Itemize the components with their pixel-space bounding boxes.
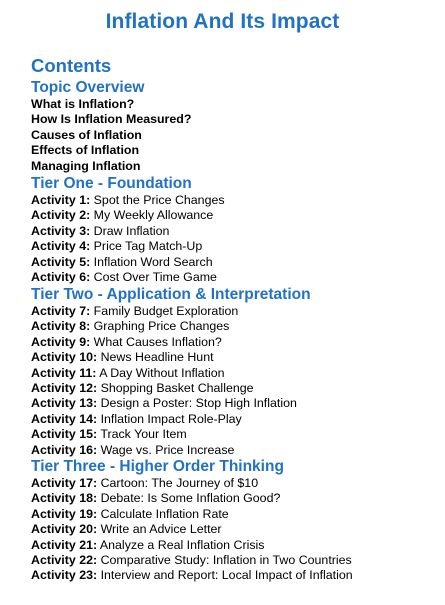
activity-item	[31, 255, 225, 270]
activity-title: Inflation Impact Role-Play	[100, 411, 242, 426]
topic-item: How Is Inflation Measured?	[31, 112, 192, 127]
activity-item	[31, 443, 311, 458]
activity-title: Cartoon: The Journey of $10	[100, 476, 259, 490]
activity-number: Activity 13:	[31, 396, 98, 411]
activity-number: Activity 21:	[31, 537, 98, 552]
activity-item	[31, 476, 353, 491]
activity-number: Activity 9:	[31, 334, 91, 349]
activity-number: Activity 5:	[31, 254, 91, 269]
activity-item	[31, 427, 311, 442]
activity-item	[31, 553, 353, 568]
activity-title: Analyze a Real Inflation Crisis	[99, 537, 265, 552]
activity-item	[31, 208, 225, 223]
activity-number: Activity 1:	[31, 193, 91, 207]
activity-title: Write an Advice Letter	[100, 522, 222, 537]
activity-number: Activity 14:	[31, 411, 98, 426]
tier-three-list	[31, 476, 353, 584]
topic-item: Causes of Inflation	[31, 127, 142, 142]
activity-item	[31, 396, 311, 411]
activity-title: Spot the Price Changes	[93, 193, 225, 207]
tier-three-section	[31, 457, 353, 584]
activity-title: News Headline Hunt	[100, 350, 214, 365]
activity-title: Design a Poster: Stop High Inflation	[100, 396, 297, 411]
activity-number: Activity 20:	[31, 522, 98, 537]
topic-overview-heading: Topic Overview	[31, 79, 145, 96]
activity-number: Activity 15:	[31, 427, 98, 442]
activity-item	[31, 412, 311, 427]
activity-item	[31, 319, 311, 334]
activity-number: Activity 8:	[31, 319, 91, 334]
activity-item	[31, 304, 311, 319]
activity-number: Activity 16:	[31, 442, 98, 457]
activity-item	[31, 491, 353, 506]
activity-item	[31, 538, 353, 553]
topic-overview-list	[31, 97, 191, 174]
activity-item	[31, 193, 225, 208]
activity-number: Activity 19:	[31, 506, 98, 521]
activity-number: Activity 11:	[31, 365, 97, 380]
tier-one-section	[31, 174, 225, 285]
activity-number: Activity 6:	[31, 270, 91, 285]
activity-item	[31, 270, 225, 285]
activity-number: Activity 7:	[31, 304, 91, 318]
activity-number: Activity 4:	[31, 239, 91, 254]
tier-two-heading: Tier Two - Application & Interpretation	[31, 286, 311, 303]
activity-number: Activity 10:	[31, 350, 98, 365]
activity-title: Track Your Item	[100, 427, 187, 442]
topic-overview-section	[31, 78, 191, 174]
tier-one-heading: Tier One - Foundation	[31, 175, 192, 192]
topic-item: What is Inflation?	[31, 97, 135, 111]
activity-number: Activity 18:	[31, 491, 98, 506]
activity-item	[31, 335, 311, 350]
activity-title: Cost Over Time Game	[93, 270, 217, 285]
activity-item	[31, 507, 353, 522]
activity-item	[31, 224, 225, 239]
activity-item	[31, 381, 311, 396]
activity-title: Debate: Is Some Inflation Good?	[100, 491, 281, 506]
activity-item	[31, 239, 225, 254]
activity-title: Price Tag Match-Up	[93, 239, 203, 254]
tier-two-section	[31, 285, 311, 458]
activity-item	[31, 568, 353, 583]
activity-title: What Causes Inflation?	[93, 334, 222, 349]
activity-number: Activity 22:	[31, 553, 98, 568]
activity-number: Activity 3:	[31, 223, 91, 238]
activity-item	[31, 366, 311, 381]
topic-item: Managing Inflation	[31, 158, 141, 173]
document-title: Inflation And Its Impact	[105, 10, 340, 33]
activity-title: A Day Without Inflation	[99, 365, 225, 380]
activity-title: Draw Inflation	[93, 223, 170, 238]
tier-two-list	[31, 304, 311, 458]
tier-three-heading: Tier Three - Higher Order Thinking	[31, 458, 284, 475]
activity-number: Activity 23:	[31, 568, 98, 583]
activity-number: Activity 2:	[31, 208, 91, 223]
activity-number: Activity 17:	[31, 476, 98, 490]
activity-title: My Weekly Allowance	[93, 208, 214, 223]
activity-number: Activity 12:	[31, 381, 98, 396]
topic-item: Effects of Inflation	[31, 143, 140, 158]
contents-heading: Contents	[31, 55, 112, 76]
activity-item	[31, 350, 311, 365]
activity-title: Wage vs. Price Increase	[100, 442, 235, 457]
tier-one-list	[31, 193, 225, 285]
activity-title: Shopping Basket Challenge	[100, 381, 254, 396]
activity-title: Graphing Price Changes	[93, 319, 230, 334]
activity-item	[31, 522, 353, 537]
activity-title: Interview and Report: Local Impact of Inflation	[100, 568, 353, 583]
activity-title: Calculate Inflation Rate	[100, 506, 229, 521]
activity-title: Comparative Study: Inflation in Two Countries	[100, 553, 352, 568]
activity-title: Inflation Word Search	[93, 254, 213, 269]
activity-title: Family Budget Exploration	[93, 304, 239, 318]
